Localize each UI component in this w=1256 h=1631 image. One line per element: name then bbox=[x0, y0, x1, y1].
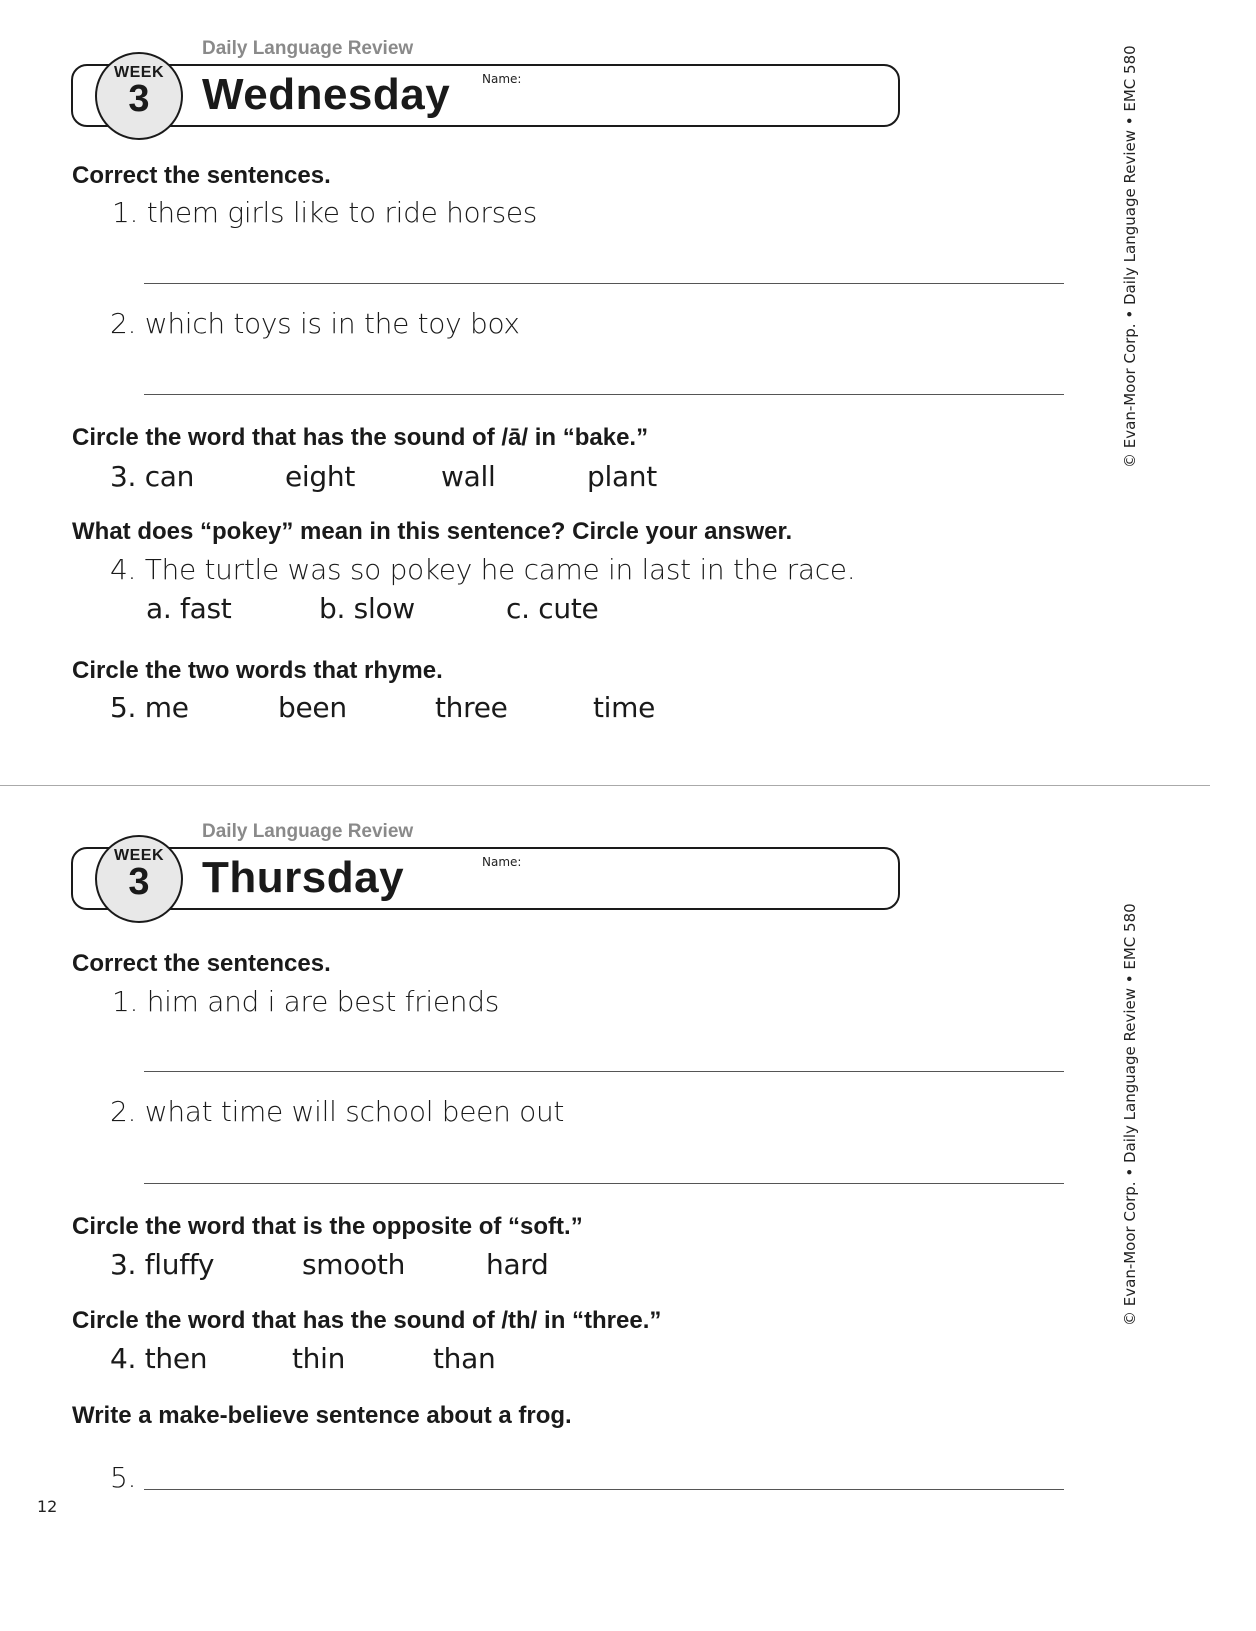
option-smooth[interactable]: smooth bbox=[302, 1248, 406, 1281]
option-thin[interactable]: thin bbox=[292, 1342, 346, 1375]
instruction-correct: Correct the sentences. bbox=[72, 950, 331, 977]
option-me[interactable]: 5. me bbox=[110, 691, 189, 724]
option-can[interactable]: 3. can bbox=[110, 460, 195, 493]
page-number: 12 bbox=[37, 1497, 58, 1516]
instruction-correct: Correct the sentences. bbox=[72, 162, 331, 189]
series-title: Daily Language Review bbox=[202, 38, 414, 59]
question-4-text: 4. The turtle was so pokey he came in last in the race. bbox=[110, 553, 856, 586]
week-number: 3 bbox=[128, 861, 150, 903]
week-label: WEEK bbox=[114, 847, 164, 864]
answer-line-2[interactable] bbox=[144, 394, 1064, 395]
option-time[interactable]: time bbox=[593, 691, 656, 724]
name-label: Name: bbox=[482, 72, 522, 86]
answer-line-5[interactable] bbox=[144, 1489, 1064, 1490]
question-2-text: 2. what time will school been out bbox=[110, 1095, 565, 1128]
instruction-rhyme: Circle the two words that rhyme. bbox=[72, 657, 443, 684]
option-cute[interactable]: c. cute bbox=[506, 592, 599, 625]
option-fluffy[interactable]: 3. fluffy bbox=[110, 1248, 215, 1281]
section-divider bbox=[0, 785, 1210, 786]
instruction-make-believe: Write a make-believe sentence about a frog. bbox=[72, 1402, 572, 1429]
week-badge bbox=[95, 52, 183, 140]
instruction-meaning: What does “pokey” mean in this sentence? Circle your answer. bbox=[72, 518, 793, 545]
question-1-text: 1. them girls like to ride horses bbox=[112, 196, 538, 229]
option-than[interactable]: than bbox=[433, 1342, 496, 1375]
option-then[interactable]: 4. then bbox=[110, 1342, 208, 1375]
answer-line-1[interactable] bbox=[144, 1071, 1064, 1072]
instruction-th-sound: Circle the word that has the sound of /th/ in “three.” bbox=[72, 1307, 662, 1334]
instruction-sound: Circle the word that has the sound of /ā/ in “bake.” bbox=[72, 424, 649, 451]
option-fast[interactable]: a. fast bbox=[146, 592, 232, 625]
answer-line-2[interactable] bbox=[144, 1183, 1064, 1184]
option-been[interactable]: been bbox=[278, 691, 347, 724]
answer-line-1[interactable] bbox=[144, 283, 1064, 284]
week-number: 3 bbox=[128, 78, 150, 120]
week-badge bbox=[95, 835, 183, 923]
day-title: Thursday bbox=[202, 853, 405, 902]
option-wall[interactable]: wall bbox=[441, 460, 496, 493]
question-5-number: 5. bbox=[110, 1461, 137, 1494]
name-label: Name: bbox=[482, 855, 522, 869]
option-eight[interactable]: eight bbox=[285, 460, 356, 493]
side-credit-bottom: © Evan-Moor Corp. • Daily Language Review • EMC 580 bbox=[1121, 903, 1139, 1326]
side-credit-top: © Evan-Moor Corp. • Daily Language Review • EMC 580 bbox=[1121, 45, 1139, 468]
question-1-text: 1. him and i are best friends bbox=[112, 985, 500, 1018]
option-plant[interactable]: plant bbox=[587, 460, 657, 493]
option-three[interactable]: three bbox=[435, 691, 508, 724]
day-title: Wednesday bbox=[202, 70, 451, 119]
week-label: WEEK bbox=[114, 64, 164, 81]
option-hard[interactable]: hard bbox=[486, 1248, 549, 1281]
series-title: Daily Language Review bbox=[202, 821, 414, 842]
option-slow[interactable]: b. slow bbox=[319, 592, 415, 625]
question-2-text: 2. which toys is in the toy box bbox=[110, 307, 520, 340]
instruction-opposite: Circle the word that is the opposite of “soft.” bbox=[72, 1213, 583, 1240]
